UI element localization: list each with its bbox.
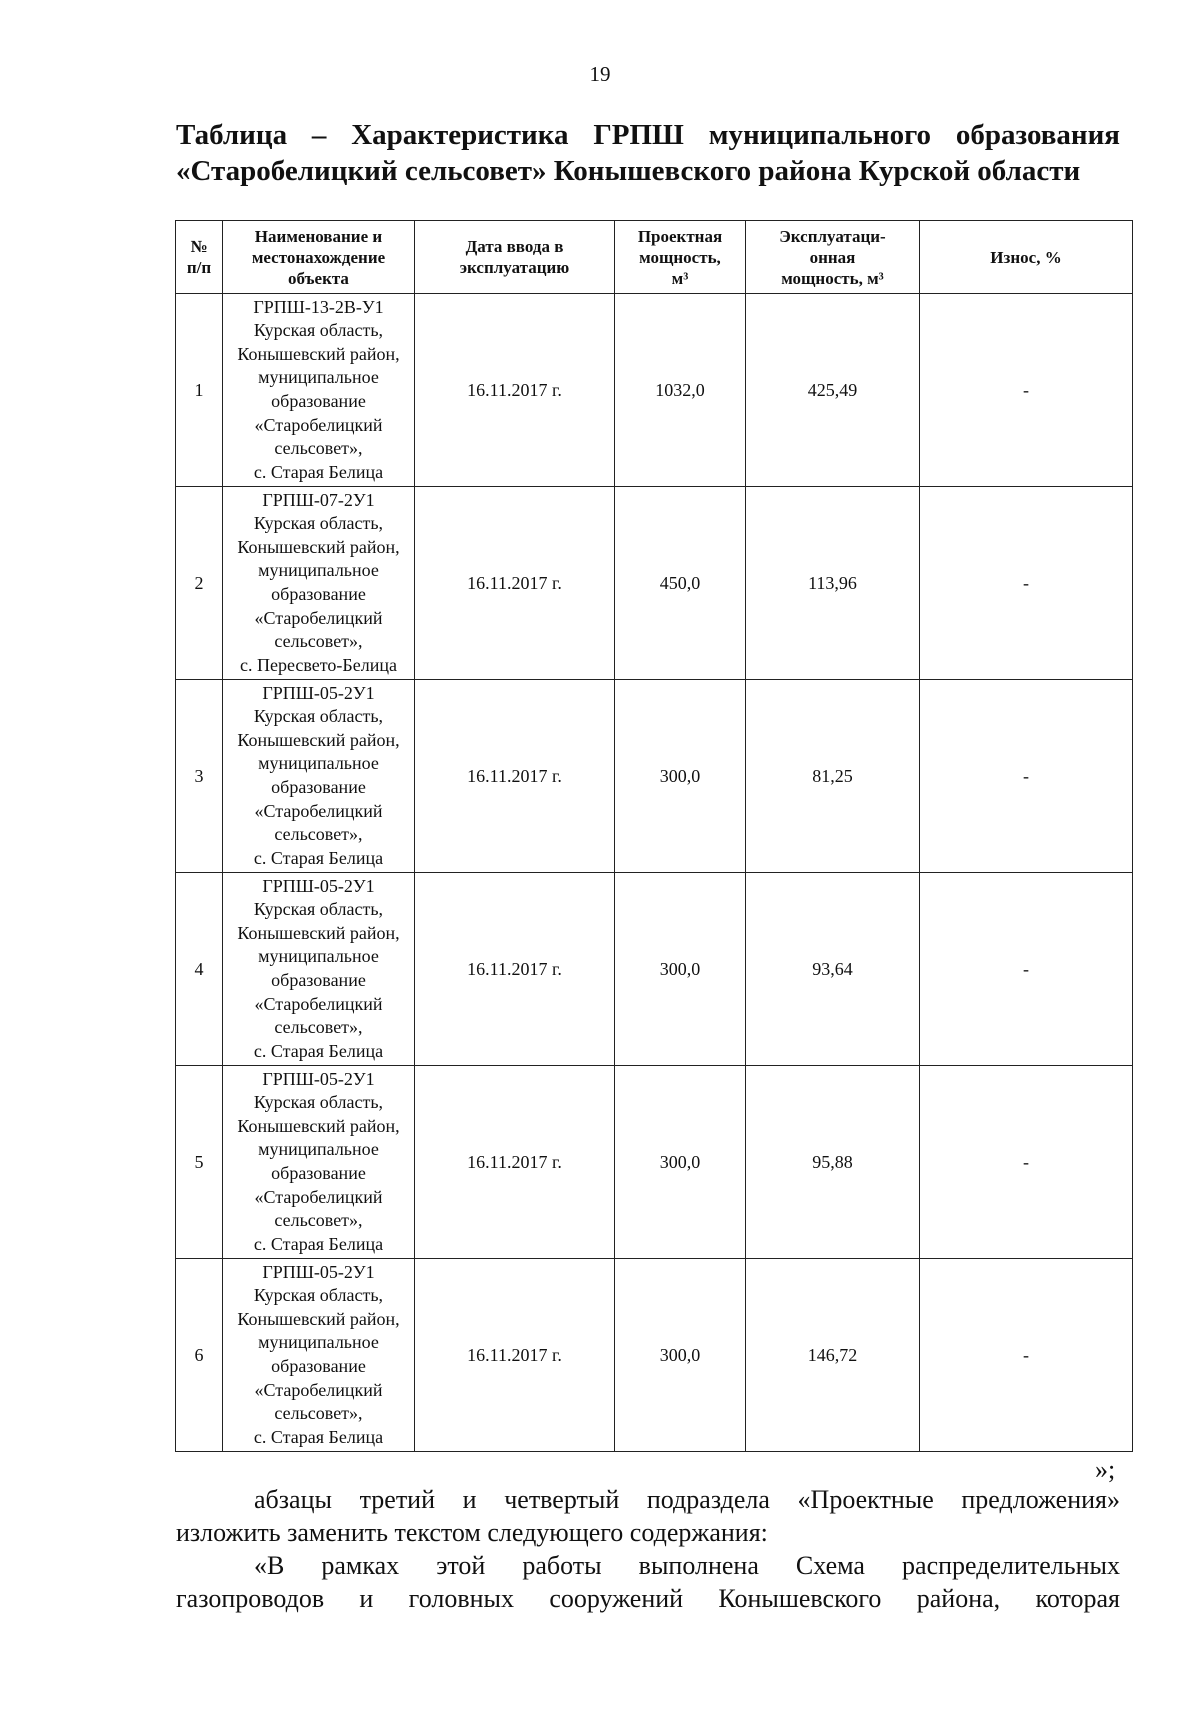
object-name-line: Курская область,	[253, 513, 384, 534]
table-row	[176, 680, 1133, 873]
header-line: м³	[671, 268, 689, 288]
table-row	[176, 487, 1133, 680]
paragraph-quote-line2: газопроводов и головных сооружений Конышевского района, которая	[176, 1584, 1120, 1613]
object-name-line: с. Старая Белица	[253, 1040, 384, 1061]
object-name-line: образование	[271, 584, 366, 604]
cell-object-name	[223, 873, 415, 1066]
object-name-line: образование	[271, 777, 366, 797]
object-name-line: образование	[271, 1163, 366, 1183]
paragraph-quote	[176, 1549, 1120, 1615]
object-name-line: ГРПШ-05-2У1	[262, 1261, 375, 1282]
table-row	[176, 294, 1133, 487]
cell-wear: -	[920, 294, 1133, 487]
object-name-line: муниципальное	[258, 753, 379, 774]
object-name-line: «Старобелицкий	[254, 993, 383, 1014]
cell-wear: -	[920, 1259, 1133, 1452]
header-line: мощность,	[639, 247, 721, 267]
table-header-row	[176, 221, 1133, 294]
object-name-line: «Старобелицкий	[254, 1186, 383, 1207]
object-name-line: Конышевский район,	[237, 343, 400, 364]
object-name-line: Курская область,	[253, 320, 384, 341]
paragraph-amendment	[176, 1483, 1120, 1549]
object-name-line: «Старобелицкий	[254, 607, 383, 628]
header-line: Проектная	[637, 226, 723, 246]
cell-wear: -	[920, 680, 1133, 873]
header-line: п/п	[186, 258, 212, 277]
object-name-line: Конышевский район,	[237, 1115, 400, 1136]
closing-quote: »;	[1095, 1455, 1116, 1484]
cell-object-name	[223, 680, 415, 873]
object-name-line: ГРПШ-07-2У1	[262, 489, 375, 510]
cell-design-capacity: 1032,0	[615, 294, 746, 487]
paragraph-amendment-line1: абзацы третий и четвертый подраздела «Проектные предложения»	[254, 1485, 1120, 1514]
object-name-line: с. Старая Белица	[253, 1233, 384, 1254]
page-number: 19	[589, 62, 611, 86]
table-title-line1: Таблица – Характеристика ГРПШ муниципального образования	[176, 119, 1120, 151]
object-name-line: сельсовет»,	[274, 1403, 363, 1424]
header-line: Износ, %	[990, 247, 1062, 267]
object-name-line: муниципальное	[258, 946, 379, 967]
object-name-line: ГРПШ-05-2У1	[262, 1068, 375, 1089]
object-name-line: сельсовет»,	[274, 631, 363, 652]
cell-operational-capacity: 81,25	[746, 680, 920, 873]
object-name-line: муниципальное	[258, 1332, 379, 1353]
cell-operational-capacity: 95,88	[746, 1066, 920, 1259]
cell-wear: -	[920, 873, 1133, 1066]
header-name	[223, 221, 415, 294]
header-line: онная	[809, 247, 856, 267]
header-line: эксплуатацию	[459, 258, 570, 277]
header-line: Наименование и	[254, 226, 383, 246]
object-name-line: Конышевский район,	[237, 1308, 400, 1329]
table-title-line2: «Старобелицкий сельсовет» Конышевского района Курской области	[176, 155, 1081, 187]
cell-design-capacity: 300,0	[615, 1259, 746, 1452]
cell-wear: -	[920, 1066, 1133, 1259]
header-line: №	[190, 237, 208, 256]
cell-commission-date: 16.11.2017 г.	[415, 294, 615, 487]
cell-object-name	[223, 1066, 415, 1259]
header-line: местонахождение	[251, 247, 386, 267]
object-name-line: сельсовет»,	[274, 1017, 363, 1038]
object-name-line: сельсовет»,	[274, 824, 363, 845]
object-name-line: муниципальное	[258, 367, 379, 388]
object-name-line: Конышевский район,	[237, 922, 400, 943]
object-name-line: образование	[271, 1356, 366, 1376]
object-name-line: «Старобелицкий	[254, 414, 383, 435]
object-name-line: ГРПШ-05-2У1	[262, 682, 375, 703]
object-name-line: «Старобелицкий	[254, 800, 383, 821]
header-line: мощность, м³	[781, 268, 884, 288]
cell-operational-capacity: 146,72	[746, 1259, 920, 1452]
cell-num: 6	[176, 1259, 223, 1452]
object-name-line: с. Старая Белица	[253, 847, 384, 868]
object-name-line: Конышевский район,	[237, 729, 400, 750]
object-name-line: с. Пересвето-Белица	[240, 654, 397, 675]
cell-operational-capacity: 93,64	[746, 873, 920, 1066]
object-name-line: Курская область,	[253, 1285, 384, 1306]
paragraph-quote-line1: «В рамках этой работы выполнена Схема распределительных	[254, 1551, 1120, 1580]
cell-operational-capacity: 425,49	[746, 294, 920, 487]
cell-num: 4	[176, 873, 223, 1066]
object-name-line: образование	[271, 391, 366, 411]
object-name-line: Курская область,	[253, 706, 384, 727]
object-name-line: «Старобелицкий	[254, 1379, 383, 1400]
cell-commission-date: 16.11.2017 г.	[415, 680, 615, 873]
object-name-line: Курская область,	[253, 899, 384, 920]
object-name-line: муниципальное	[258, 560, 379, 581]
object-name-line: образование	[271, 970, 366, 990]
header-wear	[920, 221, 1133, 294]
table-row	[176, 1259, 1133, 1452]
object-name-line: сельсовет»,	[274, 1210, 363, 1231]
cell-wear: -	[920, 487, 1133, 680]
cell-commission-date: 16.11.2017 г.	[415, 1259, 615, 1452]
cell-num: 5	[176, 1066, 223, 1259]
cell-design-capacity: 450,0	[615, 487, 746, 680]
cell-num: 2	[176, 487, 223, 680]
header-design-capacity	[615, 221, 746, 294]
cell-commission-date: 16.11.2017 г.	[415, 1066, 615, 1259]
header-line: объекта	[288, 268, 349, 288]
object-name-line: Курская область,	[253, 1092, 384, 1113]
object-name-line: с. Старая Белица	[253, 1426, 384, 1447]
cell-object-name	[223, 487, 415, 680]
header-line: Эксплуатаци-	[779, 226, 886, 246]
object-name-line: Конышевский район,	[237, 536, 400, 557]
cell-object-name	[223, 294, 415, 487]
paragraph-amendment-line2: изложить заменить текстом следующего содержания:	[176, 1518, 768, 1547]
object-name-line: сельсовет»,	[274, 438, 363, 459]
cell-object-name	[223, 1259, 415, 1452]
table-title	[176, 117, 1120, 189]
cell-num: 3	[176, 680, 223, 873]
object-name-line: муниципальное	[258, 1139, 379, 1160]
header-operational-capacity	[746, 221, 920, 294]
object-name-line: ГРПШ-13-2В-У1	[253, 296, 384, 317]
table-row	[176, 1066, 1133, 1259]
cell-operational-capacity: 113,96	[746, 487, 920, 680]
cell-design-capacity: 300,0	[615, 680, 746, 873]
cell-num: 1	[176, 294, 223, 487]
cell-design-capacity: 300,0	[615, 1066, 746, 1259]
cell-commission-date: 16.11.2017 г.	[415, 487, 615, 680]
header-line: Дата ввода в	[465, 237, 564, 256]
object-name-line: с. Старая Белица	[253, 461, 384, 482]
header-num	[176, 221, 223, 294]
table-row	[176, 873, 1133, 1066]
cell-commission-date: 16.11.2017 г.	[415, 873, 615, 1066]
header-date	[415, 221, 615, 294]
object-name-line: ГРПШ-05-2У1	[262, 875, 375, 896]
grpsh-table	[175, 220, 1133, 1452]
cell-design-capacity: 300,0	[615, 873, 746, 1066]
